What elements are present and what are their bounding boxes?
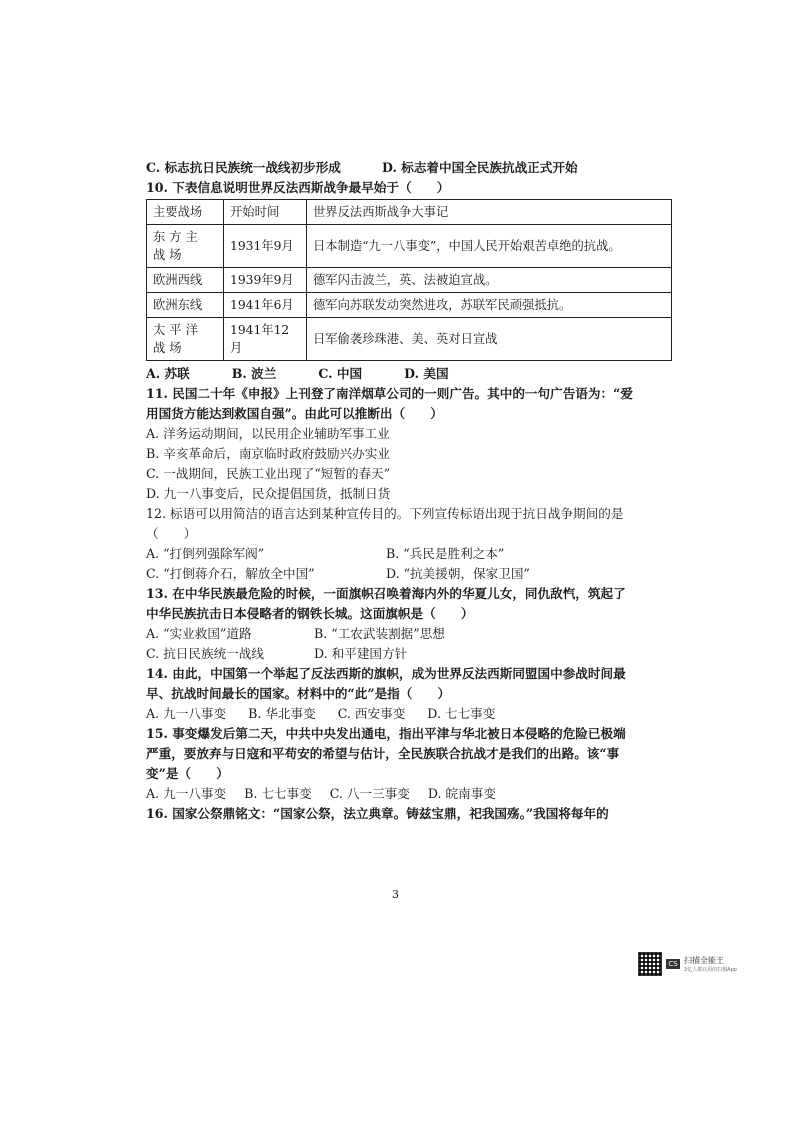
- q9-option-c: C. 标志抗日民族统一战线初步形成: [146, 160, 341, 175]
- scanner-badge-subtitle: 3亿人都在用的扫描App: [684, 967, 737, 973]
- page-number: 3: [392, 888, 399, 901]
- table-header-cell: 主要战场: [147, 200, 224, 225]
- war-events-table: [146, 199, 672, 361]
- q14-stem-line-2: 早、抗战时间最长的国家。材料中的“此”是指（ ）: [146, 686, 451, 701]
- scanner-badge-title: 扫描全能王: [684, 956, 724, 965]
- table-cell-time: 1931年9月: [224, 225, 307, 268]
- table-row: [147, 268, 672, 293]
- table-cell-zone: 欧洲东线: [147, 293, 224, 318]
- q11-option-d: D. 九一八事变后，民众提倡国货，抵制日货: [146, 486, 391, 501]
- q15-stem-line-2: 严重，要放弃与日寇和平苟安的希望与估计，全民族联合抗战才是我们的出路。该“事: [146, 746, 620, 761]
- q15-option-d: D. 皖南事变: [427, 786, 496, 801]
- table-header-row: [147, 200, 672, 225]
- q12-options-ab: [146, 544, 672, 564]
- q13-options-ab: [146, 624, 672, 644]
- table-cell-time: 1939年9月: [224, 268, 307, 293]
- q15-option-c: C. 八一三事变: [329, 786, 410, 801]
- q10-option-d: D. 美国: [404, 366, 449, 381]
- q13-option-c: C. 抗日民族统一战线: [146, 646, 264, 661]
- q14-options: [146, 704, 672, 724]
- q12-option-d: D. “抗美援朝，保家卫国”: [386, 566, 530, 581]
- q14-option-c: C. 西安事变: [337, 706, 406, 721]
- table-header-cell: 开始时间: [224, 200, 307, 225]
- table-header-cell: 世界反法西斯战争大事记: [307, 200, 672, 225]
- q11-stem-line-2: 用国货方能达到救国自强”。由此可以推断出（ ）: [146, 406, 443, 421]
- table-cell-event: 日本制造“九一八事变”，中国人民开始艰苦卓绝的抗战。: [307, 225, 672, 268]
- table-row: [147, 293, 672, 318]
- q10-options: [146, 364, 672, 384]
- q12-option-c: C. “打倒蒋介石，解放全中国”: [146, 566, 315, 581]
- scanner-watermark: [638, 950, 750, 978]
- q10-option-c: C. 中国: [318, 366, 363, 381]
- table-row: [147, 318, 672, 361]
- q14-option-d: D. 七七事变: [427, 706, 496, 721]
- table-cell-zone: 太平洋战场: [147, 318, 224, 361]
- q14-stem-line-1: 14. 由此，中国第一个举起了反法西斯的旗帜，成为世界反法西斯同盟国中参战时间最: [146, 666, 626, 681]
- q15-option-b: B. 七七事变: [244, 786, 312, 801]
- q13-option-d: D. 和平建国方针: [314, 646, 408, 661]
- qr-code-icon: [638, 952, 662, 976]
- q12-options-cd: [146, 564, 672, 584]
- q13-stem-line-2: 中华民族抗击日本侵略者的钢铁长城。这面旗帜是（ ）: [146, 606, 474, 621]
- q15-stem-line-1: 15. 事变爆发后第二天，中共中央发出通电，指出平津与华北被日本侵略的危险已极端: [146, 726, 626, 741]
- q13-stem-line-1: 13. 在中华民族最危险的时候，一面旗帜召唤着海内外的华夏儿女，同仇敌忾，筑起了: [146, 586, 626, 601]
- table-cell-zone: 东方主战场: [147, 225, 224, 268]
- q11-option-c: C. 一战期间，民族工业出现了“短暂的春天”: [146, 466, 391, 481]
- q12-option-b: B. “兵民是胜利之本”: [386, 546, 505, 561]
- q11-stem-line-1: 11. 民国二十年《申报》上刊登了南洋烟草公司的一则广告。其中的一句广告语为：“爱: [146, 386, 633, 401]
- table-cell-zone: 欧洲西线: [147, 268, 224, 293]
- q14-option-b: B. 华北事变: [248, 706, 316, 721]
- q11-option-b: B. 辛亥革命后，南京临时政府鼓励兴办实业: [146, 446, 390, 461]
- q12-option-a: A. “打倒列强除军阀”: [146, 546, 265, 561]
- camscanner-logo-icon: CS: [666, 959, 680, 969]
- q15-stem-line-3: 变”是（ ）: [146, 766, 229, 781]
- q9-options-cd: [146, 158, 672, 178]
- q10-option-a: A. 苏联: [146, 366, 190, 381]
- q13-options-cd: [146, 644, 672, 664]
- q12-stem-line-2: （ ）: [146, 526, 197, 541]
- q10-option-b: B. 波兰: [231, 366, 277, 381]
- exam-content: [146, 158, 672, 824]
- q15-option-a: A. 九一八事变: [146, 786, 227, 801]
- scanner-badge-text: [684, 955, 737, 973]
- q13-option-b: B. “工农武装割据”思想: [314, 626, 445, 641]
- q10-stem: 10. 下表信息说明世界反法西斯战争最早始于（ ）: [146, 180, 450, 195]
- q9-option-d: D. 标志着中国全民族抗战正式开始: [382, 160, 578, 175]
- table-cell-event: 德军向苏联发动突然进攻，苏联军民顽强抵抗。: [307, 293, 672, 318]
- q13-option-a: A. “实业救国”道路: [146, 626, 252, 641]
- table-cell-time: 1941年12月: [224, 318, 307, 361]
- table-cell-event: 日军偷袭珍珠港、美、英对日宣战: [307, 318, 672, 361]
- q16-stem-line-1: 16. 国家公祭鼎铭文：“国家公祭，法立典章。铸兹宝鼎，祀我国殇。”我国将每年的: [146, 806, 609, 821]
- q15-options: [146, 784, 672, 804]
- table-cell-event: 德军闪击波兰，英、法被迫宣战。: [307, 268, 672, 293]
- q12-stem-line-1: 12. 标语可以用简洁的语言达到某种宣传目的。下列宣传标语出现于抗日战争期间的是: [146, 506, 624, 521]
- q14-option-a: A. 九一八事变: [146, 706, 227, 721]
- table-row: [147, 225, 672, 268]
- table-cell-time: 1941年6月: [224, 293, 307, 318]
- q11-option-a: A. 洋务运动期间，以民用企业辅助军事工业: [146, 426, 390, 441]
